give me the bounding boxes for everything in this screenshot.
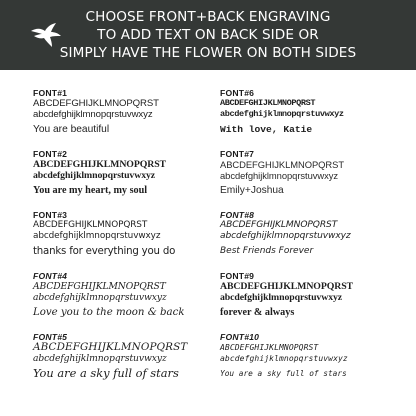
uppercase-alphabet: ABCDEFGHIJKLMNOPQRST (33, 159, 166, 170)
font-sample-8 (220, 210, 415, 258)
font-sample-9 (220, 271, 415, 319)
lowercase-alphabet: abcdefghijklmnopqrstuvwxyz (220, 231, 351, 241)
sample-text: Emily+Joshua (220, 185, 284, 196)
lowercase-alphabet: abcdefghijklmnopqrstuvwxyz (220, 109, 344, 119)
uppercase-alphabet: ABCDEFGHIJKLMNOPQRST (33, 220, 148, 230)
sample-text: forever & always (220, 307, 295, 318)
font-sample-4 (33, 271, 228, 319)
uppercase-alphabet: ABCDEFGHIJKLMNOPQRST (220, 159, 345, 170)
font-sample-7 (220, 149, 415, 197)
font-sample-6 (220, 88, 415, 136)
lowercase-alphabet: abcdefghijklmnopqrstuvwxyz (33, 292, 167, 303)
uppercase-alphabet: ABCDEFGHIJKLMNOPQRST (220, 281, 353, 292)
sample-text: You are beautiful (33, 124, 110, 135)
lowercase-alphabet: abcdefghijklmnopqrstuvwxyz (33, 353, 167, 364)
header-line-2: TO ADD TEXT ON BACK SIDE OR (97, 27, 319, 43)
sample-text: Best Friends Forever (220, 246, 314, 256)
lowercase-alphabet: abcdefghijklmnopqrstuvwxyz (220, 170, 339, 181)
sample-text: thanks for everything you do (33, 246, 176, 257)
font-label: FONT#10 (220, 332, 260, 342)
font-sample-1 (33, 88, 228, 136)
header-line-1: CHOOSE FRONT+BACK ENGRAVING (85, 9, 331, 25)
lowercase-alphabet: abcdefghijklmnopqrstuvwxyz (220, 354, 348, 363)
uppercase-alphabet: ABCDEFGHIJKLMNOPQRST (33, 341, 188, 353)
lowercase-alphabet: abcdefghijklmnopqrstuvwxyz (33, 109, 153, 120)
header-banner (0, 0, 416, 70)
sample-text: You are a sky full of stars (220, 369, 347, 378)
font-samples-grid (0, 70, 416, 416)
font-sample-10 (220, 332, 415, 380)
uppercase-alphabet: ABCDEFGHIJKLMNOPQRST (220, 98, 316, 108)
sample-text: With love, Katie (220, 124, 313, 135)
font-label: FONT#2 (33, 149, 68, 159)
font-label: FONT#5 (33, 332, 68, 342)
font-label: FONT#9 (220, 271, 255, 281)
sample-text: Love you to the moon & back (33, 307, 185, 318)
sample-text: You are my heart, my soul (33, 185, 148, 196)
font-label: FONT#1 (33, 88, 68, 98)
lowercase-alphabet: abcdefghijklmnopqrstuvwxyz (33, 231, 161, 241)
uppercase-alphabet: ABCDEFGHIJKLMNOPQRST (33, 98, 159, 109)
font-sample-2 (33, 149, 228, 197)
font-label: FONT#3 (33, 210, 68, 220)
font-label: FONT#4 (33, 271, 68, 281)
uppercase-alphabet: ABCDEFGHIJKLMNOPQRST (220, 220, 338, 230)
lowercase-alphabet: abcdefghijklmnopqrstuvwxyz (220, 292, 343, 303)
font-label: FONT#6 (220, 88, 255, 98)
font-sample-3 (33, 210, 228, 258)
font-label: FONT#7 (220, 149, 255, 159)
font-sample-5 (33, 332, 228, 380)
uppercase-alphabet: ABCDEFGHIJKLMNOPQRST (220, 343, 319, 352)
font-label: FONT#8 (220, 210, 255, 220)
header-line-3: SIMPLY HAVE THE FLOWER ON BOTH SIDES (59, 45, 357, 61)
sample-text: You are a sky full of stars (33, 366, 179, 380)
uppercase-alphabet: ABCDEFGHIJKLMNOPQRST (33, 281, 166, 292)
lowercase-alphabet: abcdefghijklmnopqrstuvwxyz (33, 170, 156, 181)
